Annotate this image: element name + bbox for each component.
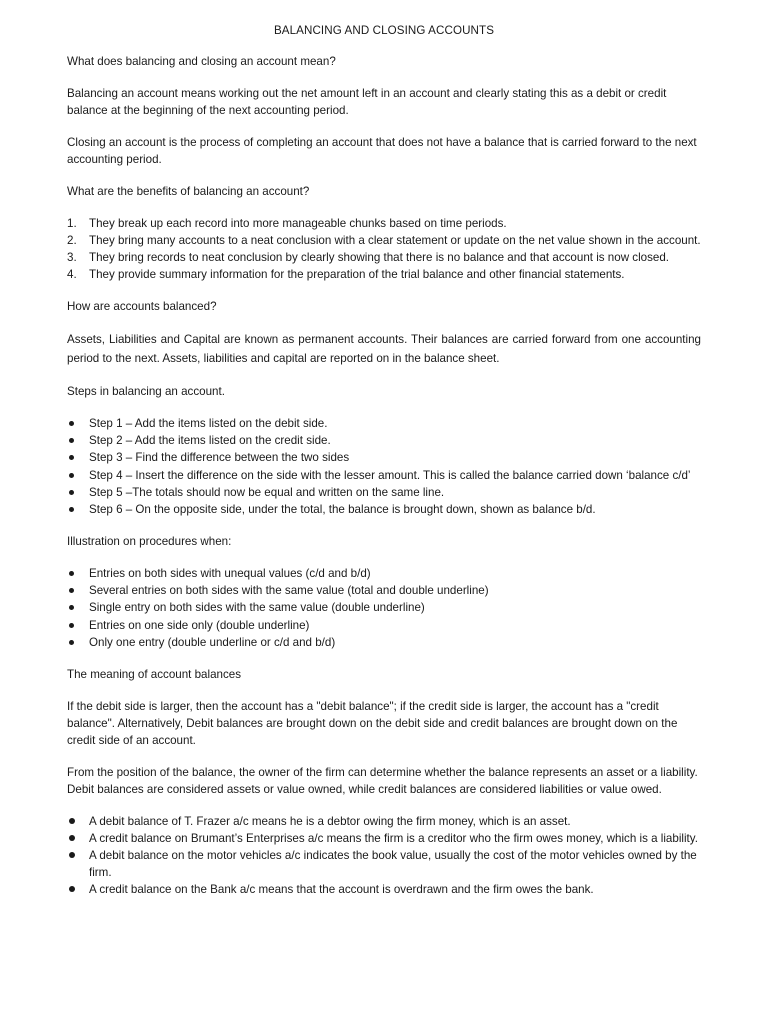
list-item: [67, 432, 701, 449]
list-item-text: Single entry on both sides with the same value (double underline): [89, 601, 425, 615]
list-item: [67, 813, 701, 830]
list-item: [67, 501, 701, 518]
paragraph-permanent-accounts: Assets, Liabilities and Capital are known as permanent accounts. Their balances are carried forward from one accounting period to the next. Assets, liabilities and capital are reported on in the balance sheet.: [67, 333, 701, 365]
paragraph-debit-credit-balance: If the debit side is larger, then the account has a "debit balance"; if the credit side is larger, the account has a "credit balance". Alternatively, Debit balances are brought down on the debit side and credit balances are brought down on the credit side of an account.: [67, 699, 678, 747]
list-item-text: Step 5 –The totals should now be equal and written on the same line.: [89, 485, 445, 499]
list-number: 4.: [67, 268, 77, 281]
document-page: [67, 22, 701, 913]
list-item-text: Step 3 – Find the difference between the two sides: [89, 451, 350, 465]
paragraph-balancing-definition: Balancing an account means working out the net amount left in an account and clearly stating this as a debit or credit balance at the beginning of the next accounting period.: [67, 87, 667, 117]
list-item-text: Only one entry (double underline or c/d and b/d): [89, 635, 336, 649]
list-item-text: They provide summary information for the preparation of the trial balance and other financial statements.: [89, 268, 625, 281]
question-how-balanced: How are accounts balanced?: [67, 300, 217, 313]
list-item: [67, 215, 701, 232]
question-meaning-balances: The meaning of account balances: [67, 667, 242, 681]
list-item: [67, 467, 701, 484]
examples-list: [67, 813, 701, 898]
list-item-text: Several entries on both sides with the same value (total and double underline): [89, 584, 489, 598]
list-item-text: A debit balance on the motor vehicles a/c indicates the book value, usually the cost of the motor vehicles owned by the firm.: [89, 848, 697, 879]
list-item: [67, 415, 701, 432]
list-item-text: A debit balance of T. Frazer a/c means he is a debtor owing the firm money, which is an asset.: [89, 814, 571, 828]
steps-list: [67, 415, 701, 518]
list-item-text: A credit balance on the Bank a/c means that the account is overdrawn and the firm owes the bank.: [89, 882, 594, 896]
list-item: [67, 266, 701, 283]
list-item: [67, 634, 701, 651]
list-item: [67, 847, 701, 881]
paragraph-closing-definition: Closing an account is the process of completing an account that does not have a balance that is carried forward to the next accounting period.: [67, 136, 697, 166]
document-title: BALANCING AND CLOSING ACCOUNTS: [273, 24, 495, 37]
list-number: 1.: [67, 217, 77, 230]
list-item-text: They bring records to neat conclusion by clearly showing that there is no balance and that account is now closed.: [89, 251, 670, 264]
list-item-text: Step 1 – Add the items listed on the debit side.: [89, 417, 328, 430]
list-item: [67, 881, 701, 898]
list-item-text: They break up each record into more manageable chunks based on time periods.: [89, 217, 507, 230]
question-benefits: What are the benefits of balancing an account?: [67, 185, 310, 198]
list-item-text: They bring many accounts to a neat conclusion with a clear statement or update on the net value shown in the account.: [89, 234, 701, 247]
question-balancing-meaning: What does balancing and closing an account mean?: [67, 55, 336, 68]
paragraph-balance-position: From the position of the balance, the owner of the firm can determine whether the balance represents an asset or a liability. Debit balances are considered assets or value owned, while credit balances are considered liabilities or value owed.: [67, 765, 698, 796]
list-item: [67, 599, 701, 616]
list-item: [67, 484, 701, 501]
list-item: [67, 565, 701, 582]
question-steps: Steps in balancing an account.: [67, 385, 225, 398]
list-item: [67, 830, 701, 847]
list-number: 2.: [67, 234, 77, 247]
list-item-text: A credit balance on Brumant’s Enterprises a/c means the firm is a creditor who the firm owes money, which is a liability.: [89, 831, 698, 845]
list-item-text: Step 4 – Insert the difference on the side with the lesser amount. This is called the balance carried down ‘balance c/d’: [89, 468, 691, 482]
question-illustration: Illustration on procedures when:: [67, 534, 232, 548]
benefits-list: [67, 215, 701, 283]
list-item: [67, 449, 701, 466]
list-item: [67, 232, 701, 249]
list-item: [67, 249, 701, 266]
list-item-text: Step 2 – Add the items listed on the credit side.: [89, 434, 331, 448]
list-item-text: Entries on one side only (double underline): [89, 618, 310, 632]
list-number: 3.: [67, 251, 77, 264]
list-item-text: Entries on both sides with unequal values (c/d and b/d): [89, 566, 371, 580]
list-item: [67, 617, 701, 634]
list-item-text: Step 6 – On the opposite side, under the total, the balance is brought down, shown as balance b/d.: [89, 502, 596, 516]
list-item: [67, 582, 701, 599]
illustrations-list: [67, 565, 701, 651]
